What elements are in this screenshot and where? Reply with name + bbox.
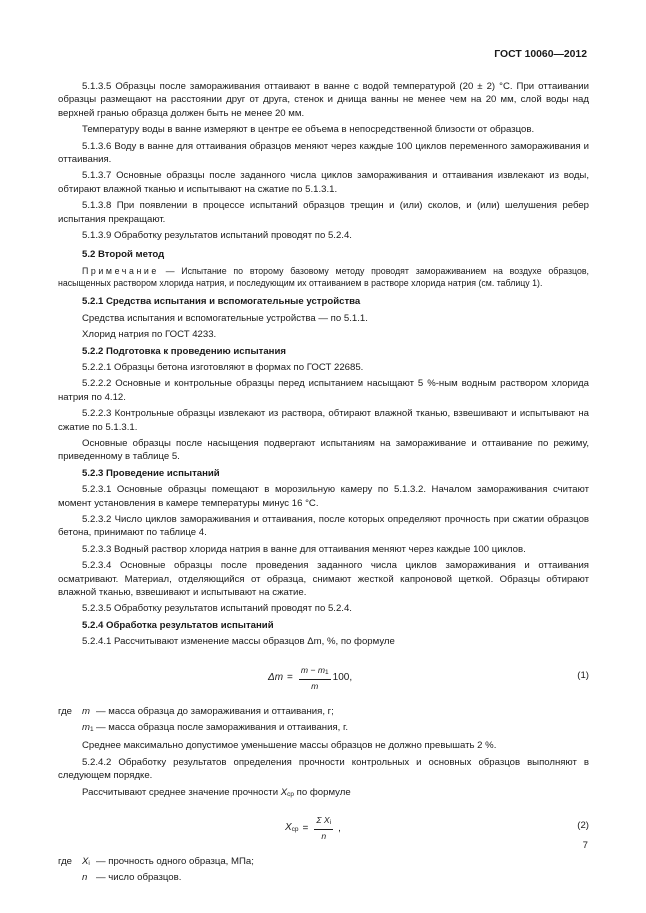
paragraph-5221: 5.2.2.1 Образцы бетона изготовляют в формах по ГОСТ 22685. — [82, 361, 364, 373]
legend-symbol — [82, 855, 96, 870]
formula-1-numerator-text: m − m — [300, 664, 326, 675]
legend-symbol-text: n — [82, 872, 88, 884]
formula-2-body — [285, 815, 341, 842]
mean-symbol — [281, 787, 294, 798]
formula-2-lhs-text: X — [285, 821, 292, 833]
formula-2-denominator: n — [321, 831, 327, 842]
formula-1-lhs: Δm — [268, 672, 284, 684]
legend-text: — масса образца после замораживания и оттаивания, г. — [96, 722, 348, 734]
legend-symbol — [82, 721, 96, 736]
formula-2-numerator-text: Σ X — [316, 815, 330, 826]
legend-symbol — [82, 705, 96, 720]
paragraph-mass-limit: Среднее максимально допустимое уменьшение массы образцов не должно превышать 2 %. — [82, 740, 497, 752]
legend-symbol — [82, 871, 96, 886]
paragraph-5235: 5.2.3.5 Обработку результатов испытаний проводят по 5.2.4. — [82, 603, 352, 615]
legend-text: — число образцов. — [96, 872, 182, 884]
paragraph-522-main: Основные образцы после насыщения подвергают испытаниям на замораживание и оттаивание по режиму, приведенному в таблице 5. — [58, 437, 589, 463]
formula-1-numerator-sub: 1 — [325, 668, 329, 676]
mean-symbol-sub: ср — [287, 790, 295, 798]
formula-1 — [58, 663, 589, 693]
formula-2-numerator — [314, 815, 333, 830]
formula-2-eq: = — [302, 822, 309, 834]
legend-1-row-1 — [58, 705, 589, 720]
note-label: Примечание — [82, 265, 159, 276]
legend-label — [58, 871, 82, 886]
paragraph-521-a: Средства испытания и вспомогательные устройства — по 5.1.1. — [82, 312, 368, 324]
section-523-heading: 5.2.3 Проведение испытаний — [82, 467, 220, 479]
legend-2-row-2 — [58, 871, 589, 886]
legend-text: — прочность одного образца, МПа; — [96, 856, 254, 868]
formula-1-denominator: m — [311, 680, 319, 691]
section-521-heading: 5.2.1 Средства испытания и вспомогательные устройства — [82, 296, 361, 308]
note-paragraph — [58, 265, 589, 289]
legend-symbol-sub: 1 — [90, 726, 94, 734]
paragraph-mean-strength — [58, 786, 589, 801]
formula-1-fraction — [299, 665, 331, 692]
formula-2-number: (2) — [577, 820, 589, 832]
legend-2-row-1 — [58, 855, 589, 870]
paragraph-5139: 5.1.3.9 Обработку результатов испытаний проводят по 5.2.4. — [82, 230, 352, 242]
paragraph-5135: 5.1.3.5 Образцы после замораживания оттаивают в ванне с водой температурой (20 ± 2) °С. При оттаивании образцы размещают на расстоянии друг от друга, стенок и днища ванны не менее чем на 20 мм, слой воды над верхней гранью образца должен быть не менее 20 мм. — [58, 81, 589, 119]
legend-text: — масса образца до замораживания и оттаивания, г; — [96, 705, 334, 717]
document-body — [58, 80, 589, 888]
legend-symbol-sub: i — [88, 860, 90, 868]
document-header: ГОСТ 10060—2012 — [494, 49, 587, 60]
paragraph-5136: 5.1.3.6 Воду в ванне для оттаивания образцов меняют через каждые 100 циклов переменного замораживания и оттаивания. — [58, 140, 589, 166]
legend-symbol-text: m — [82, 705, 90, 717]
paragraph-5231: 5.2.3.1 Основные образцы помещают в морозильную камеру по 5.1.3.2. Началом замораживания считают момент установления в камере температуры минус 16 °С. — [58, 484, 589, 509]
paragraph-5234: 5.2.3.4 Основные образцы после проведения заданного числа циклов замораживания и оттаивания осматривают. Материал, отделяющийся от образца, снимают жесткой капроновой щеткой. Образцы обтирают влажной тканью, взвешивают и испытывают на сжатие. — [58, 560, 589, 598]
formula-2-lhs — [285, 821, 299, 836]
formula-2-numerator-sub: i — [329, 819, 332, 827]
formula-2-lhs-sub: ср — [291, 825, 299, 833]
section-52-heading: 5.2 Второй метод — [82, 249, 165, 261]
mean-symbol-text: X — [280, 786, 288, 798]
paragraph-5222: 5.2.2.2 Основные и контрольные образцы перед испытанием насыщают 5 %-ным водным раствором хлорида натрия по 4.12. — [58, 378, 589, 403]
paragraph-5137: 5.1.3.7 Основные образцы после заданного числа циклов замораживания и оттаивания извлекают из воды, обтирают влажной тканью и испытывают на сжатие по 5.1.3.1. — [58, 170, 589, 195]
paragraph-5241: 5.2.4.1 Рассчитывают изменение массы образцов Δm, %, по формуле — [82, 636, 395, 648]
formula-1-tail: 100, — [332, 672, 353, 684]
paragraph-5232: 5.2.3.2 Число циклов замораживания и оттаивания, после которых определяют прочность при сжатии образцов бетона, принимают по таблице 4. — [58, 513, 589, 539]
paragraph-5233: 5.2.3.3 Водный раствор хлорида натрия в ванне для оттаивания меняют через каждые 100 циклов. — [82, 543, 526, 555]
formula-1-eq: = — [287, 672, 293, 684]
legend-1-row-2 — [58, 721, 589, 736]
note-text: — Испытание по второму базовому методу проводят замораживанием на воздухе образцов, насыщенных раствором хлорида натрия, и последующим их оттаиванием в растворе хлорида натрия (см. таблицу 1). — [58, 265, 589, 289]
mean-text-suffix: по формуле — [294, 786, 351, 798]
mean-text-prefix: Рассчитывают среднее значение прочности — [82, 786, 281, 798]
formula-2-fraction — [314, 815, 333, 842]
page-number: 7 — [582, 840, 588, 851]
legend-label: где — [58, 856, 73, 868]
paragraph-water-temp: Температуру воды в ванне измеряют в центре ее объема в непосредственной близости от образцов. — [82, 124, 535, 136]
paragraph-5223: 5.2.2.3 Контрольные образцы извлекают из раствора, обтирают влажной тканью, взвешивают и испытывают на сжатие по 5.1.3.1. — [58, 408, 589, 433]
section-524-heading: 5.2.4 Обработка результатов испытаний — [82, 619, 274, 631]
paragraph-5242: 5.2.4.2 Обработку результатов определения прочности контрольных и основных образцов выполняют в следующем порядке. — [58, 756, 589, 782]
formula-1-numerator — [299, 665, 331, 680]
formula-1-body — [268, 665, 352, 692]
legend-label: где — [58, 705, 73, 717]
formula-2-tail: , — [338, 822, 341, 834]
paragraph-5138: 5.1.3.8 При появлении в процессе испытаний образцов трещин и (или) сколов, и (или) шелушения ребер испытания прекращают. — [58, 200, 589, 225]
formula-2 — [58, 813, 589, 843]
section-522-heading: 5.2.2 Подготовка к проведению испытания — [82, 345, 286, 357]
formula-1-number: (1) — [577, 669, 589, 681]
legend-symbol-text: m — [82, 722, 90, 734]
legend-symbol-text: X — [82, 856, 89, 868]
legend-label — [58, 721, 82, 736]
paragraph-521-b: Хлорид натрия по ГОСТ 4233. — [82, 329, 217, 341]
